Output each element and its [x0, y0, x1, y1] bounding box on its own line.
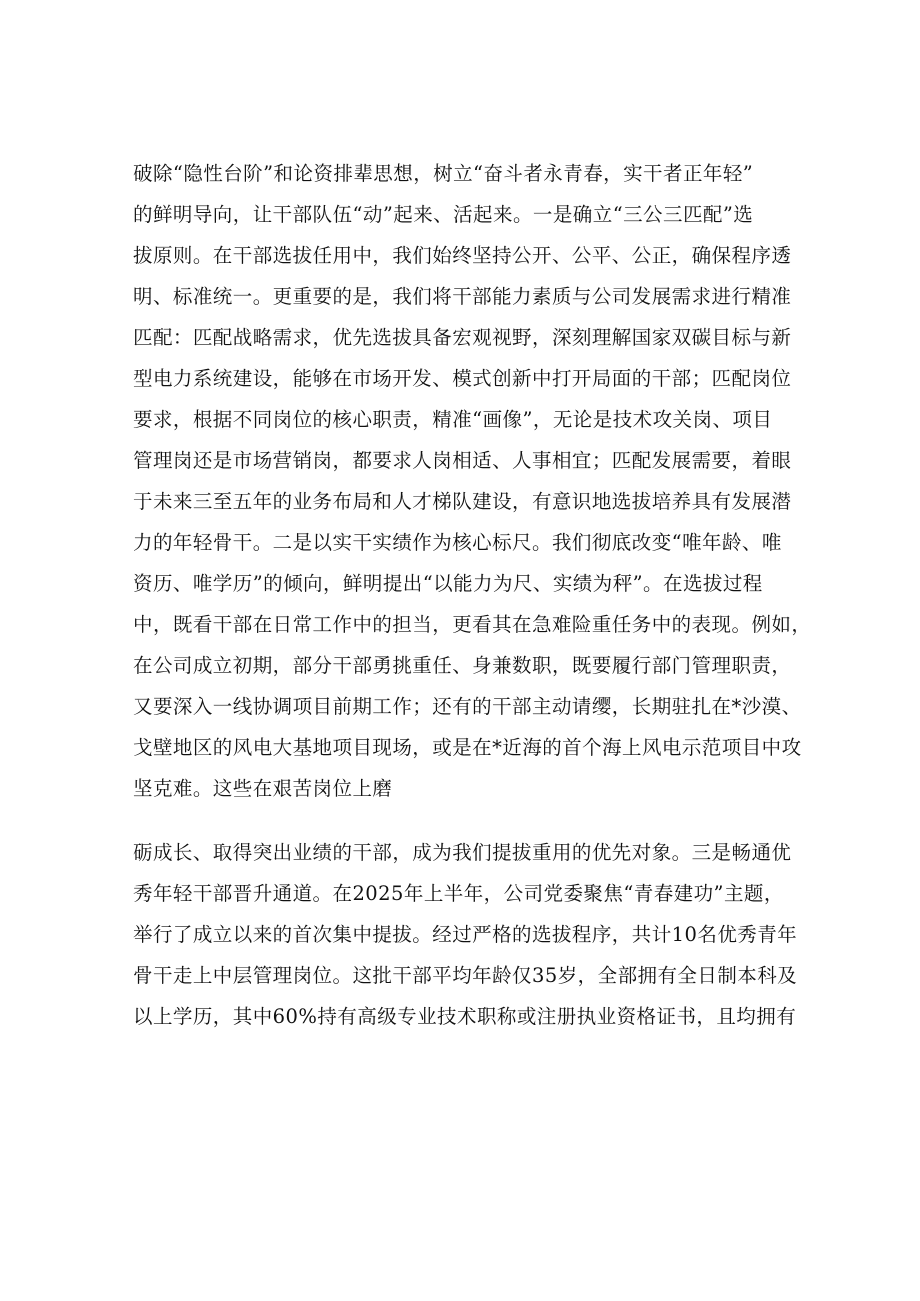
text-line: 砺成长、取得突出业绩的干部，成为我们提拔重用的优先对象。三是畅通优 [133, 841, 792, 864]
text-line: 中，既看干部在日常工作中的担当，更看其在急难险重任务中的表现。例如， [133, 613, 812, 636]
text-line: 明、标准统一。更重要的是，我们将干部能力素质与公司发展需求进行精准 [133, 285, 792, 308]
text-line: 拔原则。在干部选拔任用中，我们始终坚持公开、公平、公正，确保程序透 [133, 244, 792, 267]
text-line: 以上学历，其中60%持有高级专业技术职称或注册执业资格证书，且均拥有 [133, 1005, 797, 1028]
text-line: 秀年轻干部晋升通道。在2025年上半年，公司党委聚焦“青春建功”主题， [133, 882, 784, 905]
text-line: 在公司成立初期，部分干部勇挑重任、身兼数职，既要履行部门管理职责， [133, 654, 792, 677]
text-line: 坚克难。这些在艰苦岗位上磨 [133, 777, 393, 800]
text-line: 骨干走上中层管理岗位。这批干部平均年龄仅35岁，全部拥有全日制本科及 [133, 964, 798, 987]
text-line: 资历、唯学历”的倾向，鲜明提出“以能力为尺、实绩为秤”。在选拔过程 [133, 572, 763, 595]
text-line: 举行了成立以来的首次集中提拔。经过严格的选拔程序，共计10名优秀青年 [133, 923, 798, 946]
text-line: 匹配：匹配战略需求，优先选拔具备宏观视野，深刻理解国家双碳目标与新 [133, 326, 792, 349]
text-line: 型电力系统建设，能够在市场开发、模式创新中打开局面的干部；匹配岗位 [133, 367, 792, 390]
text-line: 戈壁地区的风电大基地项目现场，或是在*近海的首个海上风电示范项目中攻 [133, 736, 802, 759]
text-line: 要求，根据不同岗位的核心职责，精准“画像”，无论是技术攻关岗、项目 [133, 408, 773, 431]
text-line: 力的年轻骨干。二是以实干实绩作为核心标尺。我们彻底改变“唯年龄、唯 [133, 531, 782, 554]
text-line: 又要深入一线协调项目前期工作；还有的干部主动请缨，长期驻扎在*沙漠、 [133, 695, 802, 718]
text-line: 于未来三至五年的业务布局和人才梯队建设，有意识地选拔培养具有发展潜 [133, 490, 792, 513]
text-line: 破除“隐性台阶”和论资排辈思想，树立“奋斗者永青春，实干者正年轻” [133, 162, 754, 185]
text-line: 的鲜明导向，让干部队伍“动”起来、活起来。一是确立“三公三匹配”选 [133, 203, 754, 226]
text-line: 管理岗还是市场营销岗，都要求人岗相适、人事相宜；匹配发展需要，着眼 [133, 449, 792, 472]
